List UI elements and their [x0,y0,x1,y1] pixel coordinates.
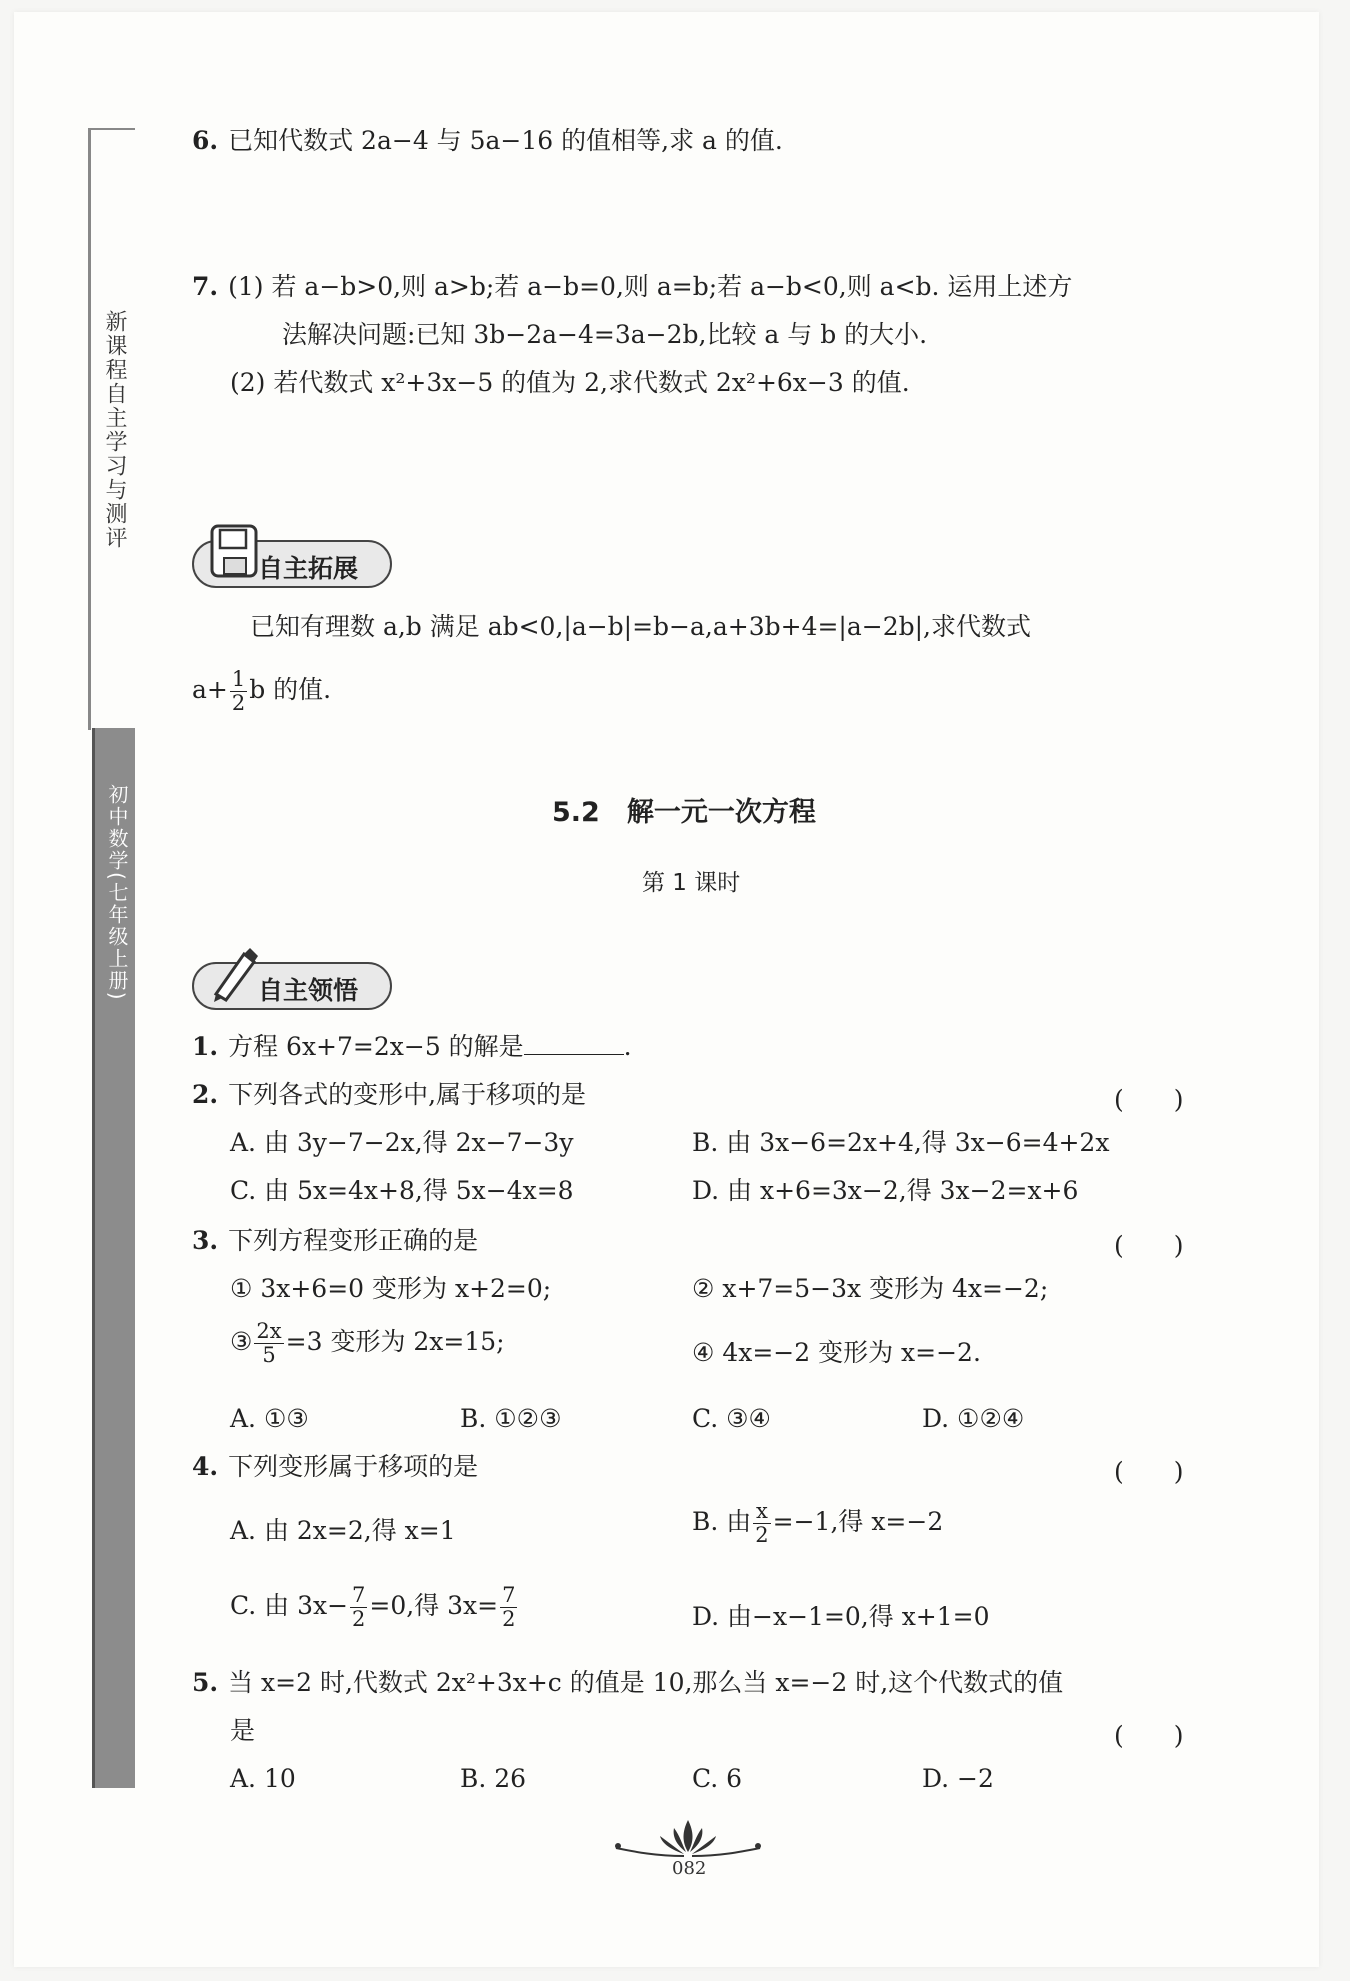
q3-statement-1: ① 3x+6=0 变形为 x+2=0; [230,1274,552,1303]
q3-statement-4: ④ 4x=−2 变形为 x=−2. [692,1338,981,1367]
fraction: $\frac{x}{2}$ [755,1499,769,1548]
side-band-bottom [92,728,135,1788]
q5-option-b: B. 26 [460,1764,527,1793]
q2-option-b: B. 由 3x−6=2x+4,得 3x−6=4+2x [692,1128,1110,1157]
disk-icon [208,522,260,582]
answer-paren: ( ) [1114,1721,1184,1750]
q3-option-a: A. ①③ [230,1404,309,1433]
q4-option-b: B. 由 $\frac{x}{2}$ =−1,得 x=−2 [692,1499,944,1548]
q3-statement-2: ② x+7=5−3x 变形为 4x=−2; [692,1274,1049,1303]
extension-line-2: a+ $\frac{1}{2}$ b 的值. [192,667,332,716]
q3-option-d: D. ①②④ [922,1404,1025,1433]
question-5-cont: 是 [230,1716,256,1745]
q5-option-c: C. 6 [692,1764,743,1793]
question-7-part1-cont: 法解决问题:已知 3b−2a−4=3a−2b,比较 a 与 b 的大小. [282,320,928,349]
fraction: $\frac{7}{2}$ [352,1583,366,1632]
question-2: 2. 下列各式的变形中,属于移项的是 [192,1080,587,1109]
footer-ornament-icon [608,1816,768,1860]
extension-line-1: 已知有理数 a,b 满足 ab<0,|a−b|=b−a,a+3b+4=|a−2b|,求代数式 [250,612,1031,641]
question-5: 5. 当 x=2 时,代数式 2x²+3x+c 的值是 10,那么当 x=−2 时,这个代数式的值 [192,1668,1064,1697]
question-1: 1. 方程 6x+7=2x−5 的解是 . [192,1032,632,1061]
q2-option-d: D. 由 x+6=3x−2,得 3x−2=x+6 [692,1176,1079,1205]
q3-option-c: C. ③④ [692,1404,771,1433]
fraction: $\frac{2x}{5}$ [256,1319,282,1368]
question-7-part2: (2) 若代数式 x²+3x−5 的值为 2,求代数式 2x²+6x−3 的值. [230,368,910,397]
pen-icon [208,944,260,1004]
fraction-half: $\frac{1}{2}$ [231,667,246,716]
q2-option-c: C. 由 5x=4x+8,得 5x−4x=8 [230,1176,574,1205]
question-4: 4. 下列变形属于移项的是 [192,1452,479,1481]
page-number: 082 [672,1858,707,1879]
comprehension-badge: 自主领悟 [192,962,392,1010]
q5-option-a: A. 10 [230,1764,296,1793]
book-subject: 初中数学(七年级上册) [105,784,129,1002]
answer-paren: ( ) [1114,1457,1184,1486]
q4-option-a: A. 由 2x=2,得 x=1 [230,1516,456,1545]
lesson-label: 第 1 课时 [642,870,741,896]
question-7-part1: 7. (1) 若 a−b>0,则 a>b;若 a−b=0,则 a=b;若 a−b<0,则 a<b. 运用上述方 [192,272,1073,301]
answer-paren: ( ) [1114,1085,1184,1114]
q4-option-c: C. 由 3x− $\frac{7}{2}$ =0,得 3x= $\frac{7}{2}$ [230,1583,516,1632]
side-band-top [88,128,135,730]
extension-badge: 自主拓展 [192,540,392,588]
q3-statement-3: ③ $\frac{2x}{5}$ =3 变形为 2x=15; [230,1319,505,1368]
section-title: 5.2 解一元一次方程 [552,797,816,828]
q3-option-b: B. ①②③ [460,1404,562,1433]
q2-option-a: A. 由 3y−7−2x,得 2x−7−3y [230,1128,574,1157]
fraction: $\frac{7}{2}$ [502,1583,516,1632]
question-3: 3. 下列方程变形正确的是 [192,1226,479,1255]
question-6: 6. 已知代数式 2a−4 与 5a−16 的值相等,求 a 的值. [192,126,783,155]
series-title: 新课程自主学习与测评 [102,310,127,550]
answer-paren: ( ) [1114,1231,1184,1260]
q5-option-d: D. −2 [922,1764,994,1793]
answer-blank[interactable] [524,1032,624,1055]
q4-option-d: D. 由−x−1=0,得 x+1=0 [692,1602,990,1631]
